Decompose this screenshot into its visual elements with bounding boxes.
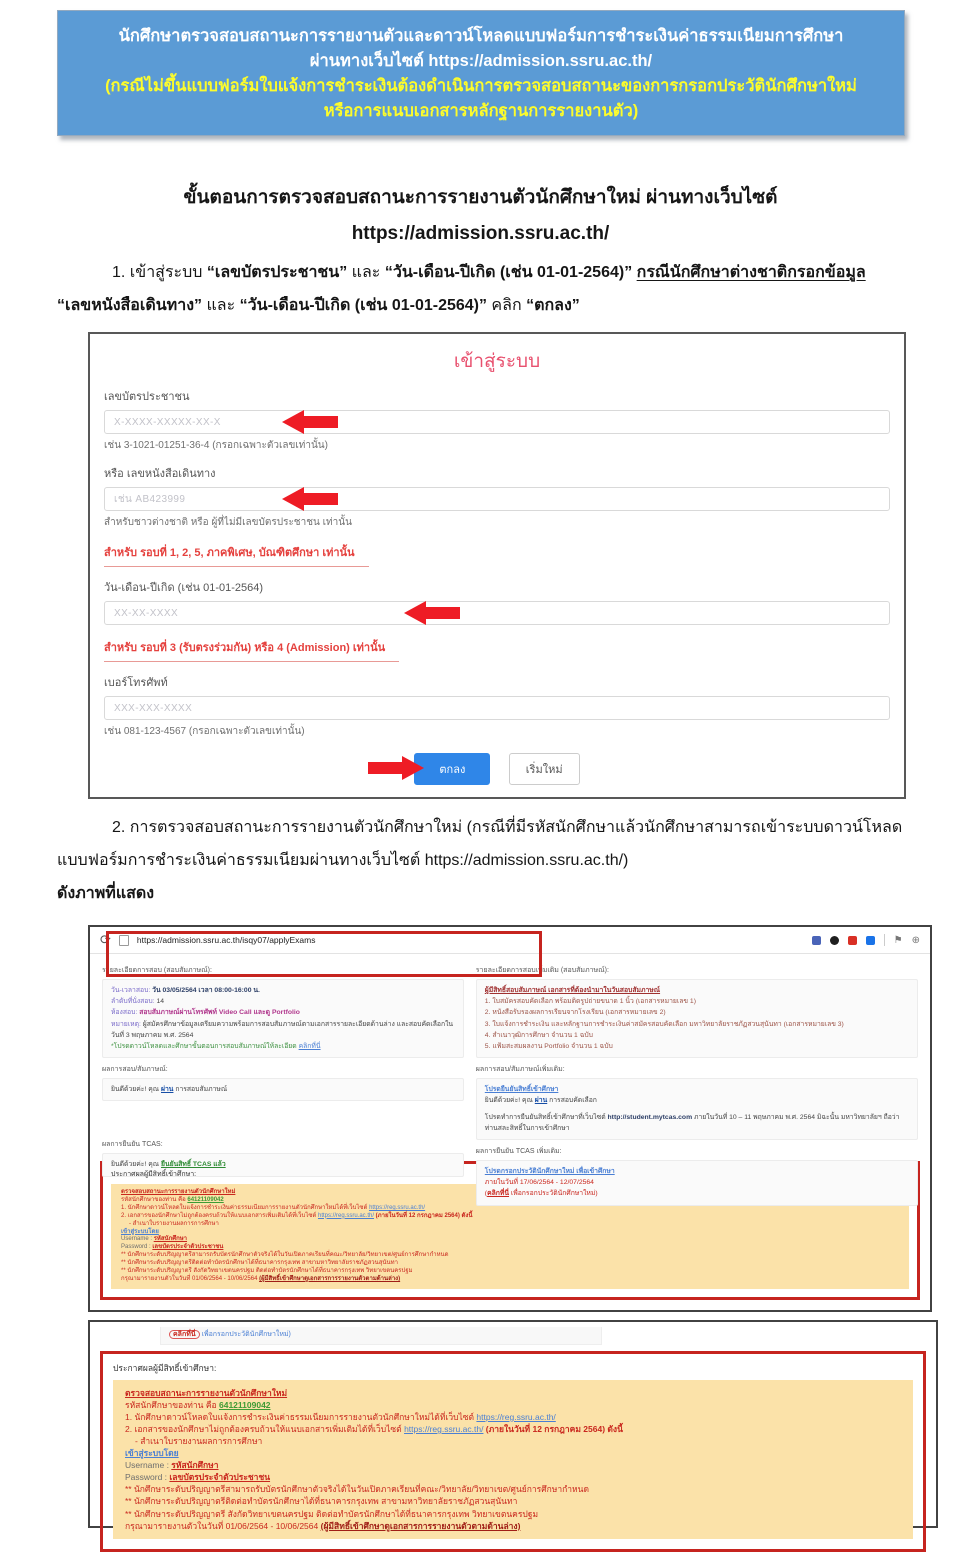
red-arrow-dob-icon xyxy=(404,601,462,625)
login-by-link[interactable]: เข้าสู่ระบบโดย xyxy=(121,1228,159,1235)
exam-room-value: สอบสัมภาษณ์ผ่านโทรศัพท์ Video Call และดู Portfolio xyxy=(137,1009,300,1017)
note-line: ** นักศึกษาระดับปริญญาตรีสามารถรับบัตรนักศึกษาตัวจริงได้ในวันเปิดภาคเรียนที่คณะ/วิทยาลัย/วิทยาเขต/ศูนย์การศึกษากำหนด xyxy=(121,1252,449,1259)
passport-label: หรือ เลขหนังสือเดินทาง xyxy=(104,468,216,480)
text-segment: กรณีนักศึกษาต่างชาติกรอกข้อมูล xyxy=(636,264,866,281)
confirm-rights-panel xyxy=(476,1078,918,1140)
password-value-link[interactable]: เลขบัตรประจำตัวประชาชน xyxy=(152,1244,224,1251)
dob-label: วัน-เดือน-ปีเกิด (เช่น 01-01-2564) xyxy=(104,582,264,594)
report-docs-link[interactable]: (ผู้มีสิทธิ์เข้าศึกษาดูเอกสารการรายงานตัวตามด้านล่าง) xyxy=(259,1275,401,1282)
username-label: Username : xyxy=(121,1236,154,1243)
citizen-id-input[interactable] xyxy=(104,410,890,434)
toolbar-divider xyxy=(884,934,885,946)
text-segment: โปรดทำการยืนยันสิทธิ์เข้าศึกษาที่เว็บไซต์ xyxy=(484,1113,608,1121)
student-id-prefix: รหัสนักศึกษาของท่าน คือ xyxy=(125,1399,219,1410)
citizen-id-help: เช่น 3-1021-01251-36-4 (กรอกเฉพาะตัวเลขเท่านั้น) xyxy=(104,440,328,451)
text-segment: “วัน-เดือน-ปีเกิด (เช่น 01-01-2564)” xyxy=(239,297,487,314)
announcement-label: ประกาศผลผู้มีสิทธิ์เข้าศึกษา: xyxy=(111,1171,197,1178)
text-segment: และ xyxy=(202,297,240,314)
extra-section-label: รายละเอียดการสอบเพิ่มเติม (สอบสัมภาษณ์): xyxy=(475,967,609,974)
text-segment: ภายในวันที่ 10 – 11 พฤษภาคม พ.ศ. 2564 มิฉะนั้น มหาวิทยาลัยฯ ถือว่าท่านสละสิทธิ์ในการเข้าศึกษา xyxy=(484,1113,900,1132)
mytcas-link[interactable]: http://student.mytcas.com xyxy=(607,1113,693,1121)
text-segment: เพื่อกรอกประวัตินักศึกษาใหม่) xyxy=(509,1190,598,1198)
banner-line-4: หรือการแนบเอกสารหลักฐานการรายงานตัว) xyxy=(323,102,639,120)
red-arrow-submit-icon xyxy=(366,756,424,780)
browser-toolbar xyxy=(90,927,930,954)
document-item: 1. ใบสมัครสอบคัดเลือก พร้อมติดรูปถ่ายขนาด 1 นิ้ว (เอกสารหมายเลข 1) xyxy=(484,998,696,1006)
note-line: ** นักศึกษาระดับปริญญาตรีติดต่อทำบัตรนักศึกษาได้ที่ธนาคารกรุงเทพ สาขามหาวิทยาลัยราชภัฏสวนสุนันทา xyxy=(121,1260,398,1267)
report-date-text: กรุณามารายงานตัวในวันที่ 01/06/2564 - 10/06/2564 xyxy=(125,1520,321,1531)
check-status-link[interactable]: ตรวจสอบสถานะการรายงานตัวนักศึกษาใหม่ xyxy=(125,1387,288,1398)
passport-help: สำหรับชาวต่างชาติ หรือ ผู้ที่ไม่มีเลขบัตรประชาชน เท่านั้น xyxy=(104,517,352,528)
fill-click-here-link[interactable]: คลิกที่นี่ xyxy=(169,1330,200,1339)
red-arrow-citizen-icon xyxy=(282,410,340,434)
adblock-icon[interactable] xyxy=(830,936,839,945)
documents-panel xyxy=(476,979,918,1058)
report-docs-link[interactable]: (ผู้มีสิทธิ์เข้าศึกษาดูเอกสารการรายงานตัวตามด้านล่าง) xyxy=(320,1520,521,1531)
login-by-link[interactable]: เข้าสู่ระบบโดย xyxy=(125,1448,179,1459)
browser-screenshot-1 xyxy=(88,925,932,1312)
text-segment: (ภายในวันที่ 12 กรกฎาคม 2564) ดังนี้ xyxy=(374,1212,473,1219)
reg-link[interactable]: https://reg.ssru.ac.th/ xyxy=(317,1212,375,1219)
exam-details-panel xyxy=(102,979,464,1058)
text-segment: “วัน-เดือน-ปีเกิด (เช่น 01-01-2564)” xyxy=(384,264,633,281)
text-segment: ยินดีด้วยค่ะ! คุณ xyxy=(484,1097,535,1105)
steps-heading-line-2: https://admission.ssru.ac.th/ xyxy=(351,223,610,244)
exam-details-column xyxy=(102,963,464,1169)
student-id-prefix: รหัสนักศึกษาของท่าน คือ xyxy=(121,1196,188,1203)
username-label: Username : xyxy=(125,1460,172,1471)
phone-input[interactable] xyxy=(104,696,890,720)
transcript-item: - สำเนาใบรายงานผลการการศึกษา xyxy=(135,1436,263,1447)
text-segment: และ xyxy=(347,264,385,281)
interview-extra-label: ผลการสอบ/สัมภาษณ์เพิ่มเติม: xyxy=(475,1066,565,1074)
steps-heading xyxy=(0,180,961,252)
reg-link[interactable]: https://reg.ssru.ac.th/ xyxy=(369,1204,426,1211)
text-segment: การสอบคัดเลือก xyxy=(547,1097,597,1105)
browser-screenshot-2 xyxy=(88,1320,938,1531)
text-segment: 2. เอกสารของนักศึกษาไม่ถูกต้องครบถ้วนให้แนบเอกสารเพิ่มเติมได้ที่เว็บไซต์ xyxy=(125,1424,405,1435)
reset-button[interactable]: เริ่มใหม่ xyxy=(509,753,580,785)
exam-seat-label: ลำดับที่นั่งสอบ: xyxy=(111,998,155,1006)
text-segment: ยินดีด้วยค่ะ! คุณ xyxy=(111,1086,161,1094)
reg-link[interactable]: https://reg.ssru.ac.th/ xyxy=(404,1424,484,1435)
round-125-header: สำหรับ รอบที่ 1, 2, 5, ภาคพิเศษ, บัณฑิตศึกษา เท่านั้น xyxy=(104,543,369,567)
text-segment: ยินดีด้วยค่ะ! คุณ xyxy=(111,1161,161,1169)
phone-help: เช่น 081-123-4567 (กรอกเฉพาะตัวเลขเท่านั้น) xyxy=(104,726,305,737)
note-line: ** นักศึกษาระดับปริญญาตรีสามารถรับบัตรนักศึกษาตัวจริงได้ในวันเปิดภาคเรียนที่คณะ/วิทยาลัย/วิทยาเขต/ศูนย์การศึกษากำหนด xyxy=(125,1484,589,1495)
fill-profile-fragment xyxy=(160,1327,602,1345)
page-icon xyxy=(119,935,129,946)
text-segment: 2. เอกสารของนักศึกษาไม่ถูกต้องครบถ้วนให้แนบเอกสารเพิ่มเติมได้ที่เว็บไซต์ xyxy=(121,1212,318,1219)
note-line: ** นักศึกษาระดับปริญญาตรี สังกัดวิทยาเขตนครปฐม ติดต่อทำบัตรนักศึกษาได้ที่ธนาคารกรุงเทพ วิทยาเขตนครปฐม xyxy=(121,1268,413,1275)
note-line: ** นักศึกษาระดับปริญญาตรี สังกัดวิทยาเขตนครปฐม ติดต่อทำบัตรนักศึกษาได้ที่ธนาคารกรุงเทพ วิทยาเขตนครปฐม xyxy=(125,1508,539,1519)
announcement-box-large xyxy=(100,1351,926,1552)
password-label: Password : xyxy=(125,1472,170,1483)
text-segment: “เลขหนังสือเดินทาง” xyxy=(57,297,203,314)
exam-seat-value: 14 xyxy=(154,998,165,1006)
browser-extension-icons xyxy=(812,934,920,946)
text-segment: “เลขบัตรประชาชน” xyxy=(206,264,348,281)
transcript-item: - สำเนาใบรายงานผลการการศึกษา xyxy=(129,1220,219,1227)
passport-input[interactable] xyxy=(104,487,890,511)
password-label: Password : xyxy=(121,1244,153,1251)
steps-heading-line-1: ขั้นตอนการตรวจสอบสถานะการรายงานตัวนักศึกษาใหม่ ผ่านทางเว็บไซต์ xyxy=(183,187,778,208)
tcas-result-label: ผลการยืนยัน TCAS: xyxy=(102,1141,163,1149)
phone-label: เบอร์โทรศัพท์ xyxy=(104,677,168,689)
address-bar-url[interactable]: https://admission.ssru.ac.th/isqy07/applyExams xyxy=(136,935,316,945)
step2-caption: ดังภาพที่แสดง xyxy=(57,885,155,902)
document-item: 3. ใบแจ้งการชำระเงิน และหลักฐานการชำระเงินค่าสมัครสอบคัดเลือก มหาวิทยาลัยราชภัฏสวนสุนันทา (เอกสารหมายเลข 3) xyxy=(484,1020,844,1028)
announcement-label: ประกาศผลผู้มีสิทธิ์เข้าศึกษา: xyxy=(113,1362,217,1373)
step2-paragraph: 2. การตรวจสอบสถานะการรายงานตัวนักศึกษาใหม่ (กรณีที่มีรหัสนักศึกษาแล้วนักศึกษาสามารถเข้าระบบดาวน์โหลดแบบฟอร์มการชำระเงินค่าธรรมเนียมผ่านทางเว็บไซต์ https://admission.ssru.ac.th/) xyxy=(57,819,903,869)
exam-room-label: ห้องสอบ: xyxy=(111,1009,138,1017)
interview-pass-highlight: ผ่าน xyxy=(160,1086,174,1094)
exam-datetime-value: วัน 03/05/2564 เวลา 08:00-16:00 น. xyxy=(150,987,260,994)
exam-section-label: รายละเอียดการสอบ (สอบสัมภาษณ์): xyxy=(102,967,212,974)
fill-profile-link[interactable]: โปรดกรอกประวัตินักศึกษาใหม่ เพื่อเข้าศึกษา xyxy=(484,1168,615,1176)
exam-note-link[interactable]: คลิกที่นี่ xyxy=(298,1043,321,1051)
round-34-header: สำหรับ รอบที่ 3 (รับตรงร่วมกัน) หรือ 4 (Admission) เท่านั้น xyxy=(104,638,399,662)
text-segment: 1. นักศึกษาดาวน์โหลดใบแจ้งการชำระเงินค่าธรรมเนียมการรายงานตัวนักศึกษาใหม่ได้ที่เว็บไซต์ xyxy=(121,1204,370,1211)
tcas-extra-label: ผลการยืนยัน TCAS เพิ่มเติม: xyxy=(475,1148,562,1156)
flag-icon[interactable]: ⚑ xyxy=(893,934,903,946)
student-id-value: 64121109042 xyxy=(219,1399,271,1410)
submit-button[interactable]: ตกลง xyxy=(414,753,490,785)
report-date-text: กรุณามารายงานตัวในวันที่ 01/06/2564 - 10/06/2564 xyxy=(121,1275,260,1282)
fill-click-here-link[interactable]: คลิกที่นี่ xyxy=(487,1190,510,1198)
target-icon[interactable]: ⊕ xyxy=(911,934,920,946)
exam-remark-label: หมายเหตุ: xyxy=(111,1020,141,1028)
text-segment: “ตกลง” xyxy=(526,297,580,314)
reg-link[interactable]: https://reg.ssru.ac.th/ xyxy=(476,1412,556,1422)
text-segment: การสอบสัมภาษณ์ xyxy=(173,1086,228,1094)
document-item: 2. หนังสือรับรองผลการเรียนจากโรงเรียน (เอกสารหมายเลข 2) xyxy=(484,1009,666,1017)
banner-line-1: นักศึกษาตรวจสอบสถานะการรายงานตัวและดาวน์โหลดแบบฟอร์มการชำระเงินค่าธรรมเนียมการศึกษา xyxy=(118,27,844,45)
text-segment: (ภายในวันที่ 12 กรกฎาคม 2564) ดังนี้ xyxy=(483,1424,623,1435)
step1-paragraph xyxy=(57,256,904,322)
check-status-link[interactable]: ตรวจสอบสถานะการรายงานตัวนักศึกษาใหม่ xyxy=(121,1189,236,1195)
tcas-confirmed-link[interactable]: ยืนยันสิทธิ์ TCAS แล้ว xyxy=(160,1161,226,1169)
banner-line-3: (กรณีไม่ขึ้นแบบฟอร์มใบแจ้งการชำระเงินต้องดำเนินการตรวจสอบสถานะของการกรอกประวัตินักศึกษาใหม่ xyxy=(105,77,857,95)
red-arrow-passport-icon xyxy=(282,487,340,511)
student-id-value: 64121109042 xyxy=(187,1196,224,1203)
selection-pass-highlight: ผ่าน xyxy=(534,1097,548,1105)
document-item: 5. แฟ้มสะสมผลงาน Portfolio จำนวน 1 ฉบับ xyxy=(484,1043,613,1051)
extension-blue-icon[interactable] xyxy=(812,936,821,945)
reload-icon[interactable]: ⟳ xyxy=(100,932,111,947)
note-line: ** นักศึกษาระดับปริญญาตรีติดต่อทำบัตรนักศึกษาได้ที่ธนาคารกรุงเทพ สาขามหาวิทยาลัยราชภัฏสวนสุนันทา xyxy=(125,1496,518,1507)
text-segment: คลิก xyxy=(486,297,527,314)
exam-extra-column xyxy=(475,963,918,1198)
exam-remark-value: ผู้สมัครศึกษาข้อมูลเตรียมความพร้อมการสอบสัมภาษณ์ตามเอกสารรายละเอียดด้านล่าง และสอบคัดเลือกในวันที่ 3 พฤษภาคม พ.ศ. 2564 xyxy=(111,1020,454,1039)
exam-note-text: *โปรดดาวน์โหลดและศึกษาขั้นตอนการสอบสัมภาษณ์ให้ละเอียด xyxy=(111,1043,299,1051)
confirm-rights-link[interactable]: โปรดยืนยันสิทธิ์เข้าศึกษา xyxy=(484,1086,559,1094)
form-buttons-row xyxy=(104,753,890,783)
translate-icon[interactable] xyxy=(866,936,875,945)
fill-profile-panel xyxy=(476,1160,918,1206)
announcement-yellow-box xyxy=(113,1380,913,1539)
interview-result-panel xyxy=(102,1078,464,1101)
dob-input[interactable] xyxy=(104,601,890,625)
text-segment: 1. นักศึกษาดาวน์โหลดใบแจ้งการชำระเงินค่าธรรมเนียมการรายงานตัวนักศึกษาใหม่ได้ที่เว็บไซต์ xyxy=(125,1412,477,1422)
instruction-page xyxy=(0,10,961,1531)
spacer xyxy=(102,1101,464,1137)
fill-profile-period: ภายในวันที่ 17/06/2564 - 12/07/2564 xyxy=(484,1179,594,1187)
header-banner xyxy=(57,10,905,136)
login-form-screenshot xyxy=(88,332,906,799)
text-segment: เพื่อกรอกประวัตินักศึกษาใหม่) xyxy=(199,1330,291,1338)
interview-result-label: ผลการสอบ/สัมภาษณ์: xyxy=(102,1066,168,1074)
document-item: 4. สำเนาวุฒิการศึกษา จำนวน 1 ฉบับ xyxy=(484,1031,593,1039)
text-segment: 1. เข้าสู่ระบบ xyxy=(112,264,207,281)
citizen-id-label: เลขบัตรประชาชน xyxy=(104,391,190,403)
password-value-link[interactable]: เลขบัตรประจำตัวประชาชน xyxy=(169,1472,271,1483)
banner-line-2: ผ่านทางเว็บไซต์ https://admission.ssru.ac.th/ xyxy=(309,52,653,70)
documents-title-link[interactable]: ผู้มีสิทธิ์สอบสัมภาษณ์ เอกสารที่ต้องนำมาในวันสอบสัมภาษณ์ xyxy=(484,987,661,994)
text-segment: ( xyxy=(484,1190,488,1198)
username-value-link[interactable]: รหัสนักศึกษา xyxy=(171,1460,219,1471)
login-form-title: เข้าสู่ระบบ xyxy=(453,351,541,372)
extension-red-icon[interactable] xyxy=(848,936,857,945)
username-value-link[interactable]: รหัสนักศึกษา xyxy=(153,1236,188,1243)
exam-datetime-label: วัน-เวลาสอบ: xyxy=(111,987,151,994)
